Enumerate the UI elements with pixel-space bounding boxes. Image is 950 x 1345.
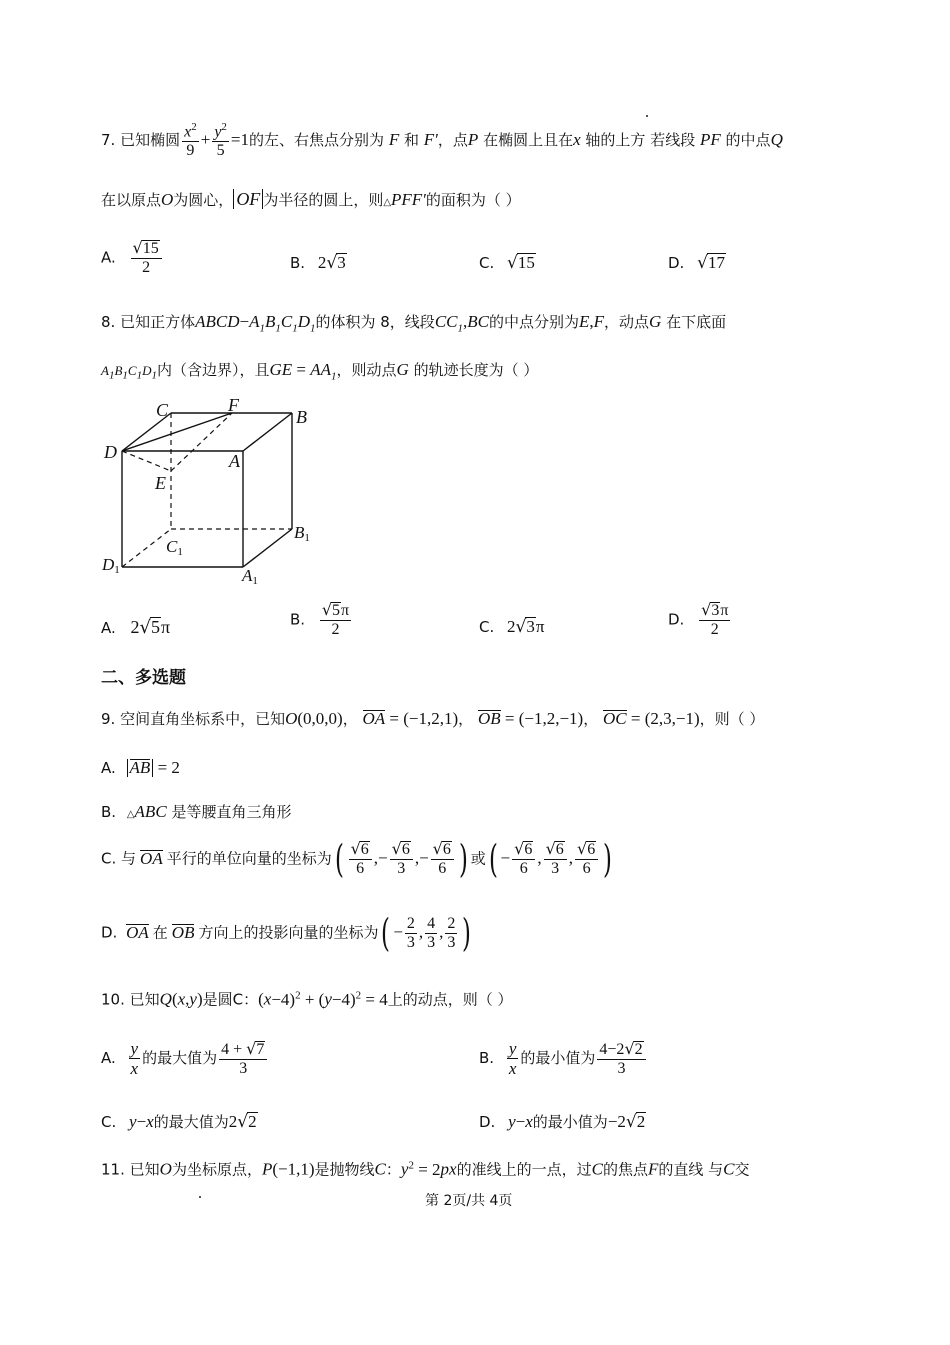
q9-option-b[interactable]: B. △ABC 是等腰直角三角形	[101, 802, 292, 821]
q10-number: 10.	[101, 990, 125, 1009]
edge-A1B1	[243, 529, 292, 567]
q7-option-d[interactable]: D. √17	[668, 253, 725, 273]
q10-option-c[interactable]: C. y−x的最大值为2√2	[101, 1112, 257, 1132]
q10-option-b[interactable]: B. $\frac{y}{x}$ 的最小值为 $\frac{4-2√2}{3}$	[479, 1040, 648, 1077]
q8-line1: 8. 已知正方体$ABCD-A_1B_1C_1D_1$的体积为 8，线段$CC_1,BC$的中点分别为E,F，动点G 在下底面	[101, 312, 727, 335]
label-A1: A1	[242, 566, 258, 587]
label-C: C	[156, 400, 169, 420]
q10-stem: 10. 已知Q(x,y)是圆C：$(x-4)^2 + (y-4)^2 = 4$上的动点，则（ ）	[101, 989, 513, 1009]
q7-line2: 在以原点O为圆心， OF 为半径的圆上，则△PFF′的面积为（ ）	[101, 189, 521, 209]
q11-number: 11.	[101, 1160, 125, 1179]
label-E: E	[155, 473, 166, 493]
cube-figure	[98, 392, 328, 592]
label-D: D	[104, 442, 117, 462]
q8-option-b[interactable]: B. $\frac{√5\pi}{2}$	[290, 600, 350, 638]
segment-DE-hidden	[122, 451, 171, 471]
q7-number: 7.	[101, 131, 116, 150]
label-D1: D1	[102, 555, 120, 576]
q7-option-a[interactable]: A. $\frac{√15}{2}$	[101, 240, 164, 276]
q10-option-a[interactable]: A. $\frac{y}{x}$ 的最大值为 $\frac{4 + √7}{3}$	[101, 1040, 269, 1077]
q7-a-expr: $\frac{√15}{2}$	[131, 240, 162, 276]
edge-BA	[243, 413, 292, 451]
label-F: F	[228, 395, 239, 415]
label-B: B	[296, 407, 307, 427]
q8-line2: $A_1B_1C_1D_1$内（含边界），且GE = $AA_1$，则动点G 的轨迹长度为（ ）	[101, 360, 539, 383]
label-C1: C1	[166, 537, 183, 558]
q7-line1: 7. 已知椭圆 $\frac{x^2}{9}$ + $\frac{y^2}{5}$ =1的左、右焦点分别为 F 和 F′，点P 在椭圆上且在x 轴的上方 若线段 PF 的中点Q	[101, 121, 783, 160]
q8-number: 8.	[101, 313, 116, 331]
stray-dot	[199, 1196, 201, 1198]
edge-D1C1-hidden	[122, 529, 171, 567]
segment-DF	[122, 413, 232, 451]
q8-option-c[interactable]: C. 2√3π	[479, 617, 545, 637]
q9-stem: 9. 空间直角坐标系中，已知O(0,0,0)， OA = (−1,2,1)， OB = (−1,2,−1)， OC = (2,3,−1)，则（ ）	[101, 709, 765, 728]
q8-option-a[interactable]: A. 2√5π	[101, 617, 171, 638]
stray-dot	[646, 115, 648, 117]
page-footer: 第 2页/共 4页	[425, 1193, 513, 1209]
q8-option-d[interactable]: D. $\frac{√3\pi}{2}$	[668, 600, 729, 638]
label-B1: B1	[294, 523, 310, 544]
segment-EF-hidden	[171, 413, 232, 471]
label-A: A	[229, 451, 240, 471]
q9-number: 9.	[101, 710, 116, 728]
q7-frac-y: $\frac{y^2}{5}$	[214, 121, 227, 160]
q7-option-b[interactable]: B. 2√3	[290, 253, 346, 273]
q9-option-d[interactable]: D. OA 在 OB 方向上的投影向量的坐标为( − $\frac{2}{3}$ , $\frac{4}{3}$ , $\frac{2}{3}$ )	[101, 911, 472, 955]
q11-stem: 11. 已知O为坐标原点，P(−1,1)是抛物线C：$y^2 = 2px$的准线上的一点，过C的焦点F的直线 与C交	[101, 1159, 750, 1179]
q9-option-c[interactable]: C. 与 OA 平行的单位向量的坐标为( $\frac{√6}{6}$ ,− $\frac{√6}{3}$ ,− $\frac{√6}{6}$ ) 或( − $\frac{√6}{6}$ , $\frac{√6}{3}$ , $\frac{√6}{6}$ )	[101, 837, 613, 881]
q7-option-c[interactable]: C. √15	[479, 253, 535, 273]
section-heading-multi-choice: 二、多选题	[101, 668, 186, 688]
q7-frac-x: $\frac{x^2}{9}$	[184, 121, 197, 160]
q10-option-d[interactable]: D. y−x的最小值为−2√2	[479, 1112, 646, 1132]
q9-option-a[interactable]: A. AB = 2	[101, 758, 180, 777]
